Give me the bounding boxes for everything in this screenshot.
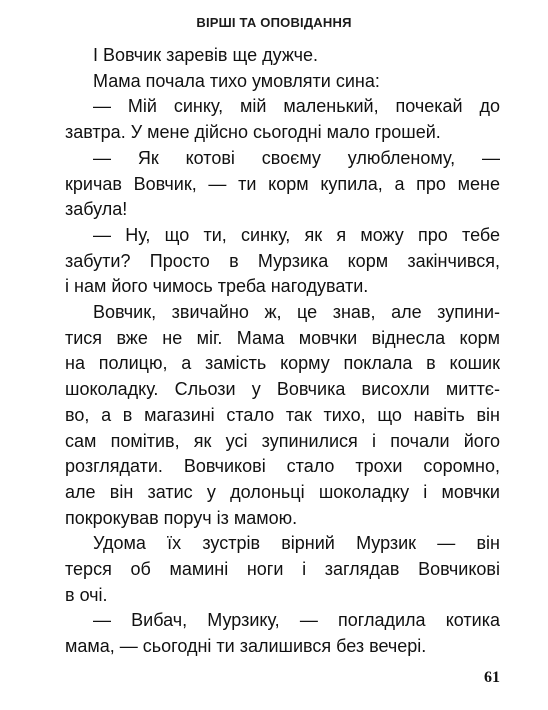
text-line: Удома їх зустрів вірний Мурзик — він [93,533,500,554]
text-line: — Мій синку, мій маленький, почекай до [93,96,500,117]
page-number: 61 [484,669,500,686]
text-line: забути? Просто в Мурзика корм закінчився, [65,250,500,271]
text-line: мама, — сьогодні ти залишився без вечері. [65,636,427,657]
text-line: забула! [65,199,128,220]
text-line: — Вибач, Мурзику, — погладила котика [93,610,500,631]
text-line: сам помітив, як усі зупинилися і почали його [65,430,500,451]
text-line: на полицю, а замість корму поклала в кошик [65,353,500,374]
text-line: тися вже не міг. Мама мовчки віднесла корм [65,327,500,348]
text-line: кричав Вовчик, — ти корм купила, а про мене [65,173,500,194]
text-line: і нам його чимось треба нагодувати. [65,276,369,297]
text-line: во, а в магазині стало так тихо, що навіть він [65,404,500,425]
text-line: але він затис у долоньці шоколадку і мовчки [65,481,500,502]
text-line: Вовчик, звичайно ж, це знав, але зупини- [93,302,500,323]
text-line: в очі. [65,584,108,605]
text-line: шоколадку. Сльози у Вовчика висохли миттє- [65,379,500,400]
running-header: ВІРШІ ТА ОПОВІДАННЯ [196,15,352,30]
text-line: завтра. У мене дійсно сьогодні мало грошей. [65,122,441,143]
text-line: — Ну, що ти, синку, як я можу про тебе [93,224,500,245]
text-line: розглядати. Вовчикові стало трохи соромно, [65,456,500,477]
text-line: терся об мамині ноги і заглядав Вовчикові [65,559,500,580]
text-line: — Як котові своєму улюбленому, — [93,147,500,168]
text-line: І Вовчик заревів ще дужче. [93,45,319,65]
text-line: покрокував поруч із мамою. [65,507,298,528]
text-line: Мама почала тихо умовляти сина: [93,70,380,91]
story-text [65,43,500,660]
